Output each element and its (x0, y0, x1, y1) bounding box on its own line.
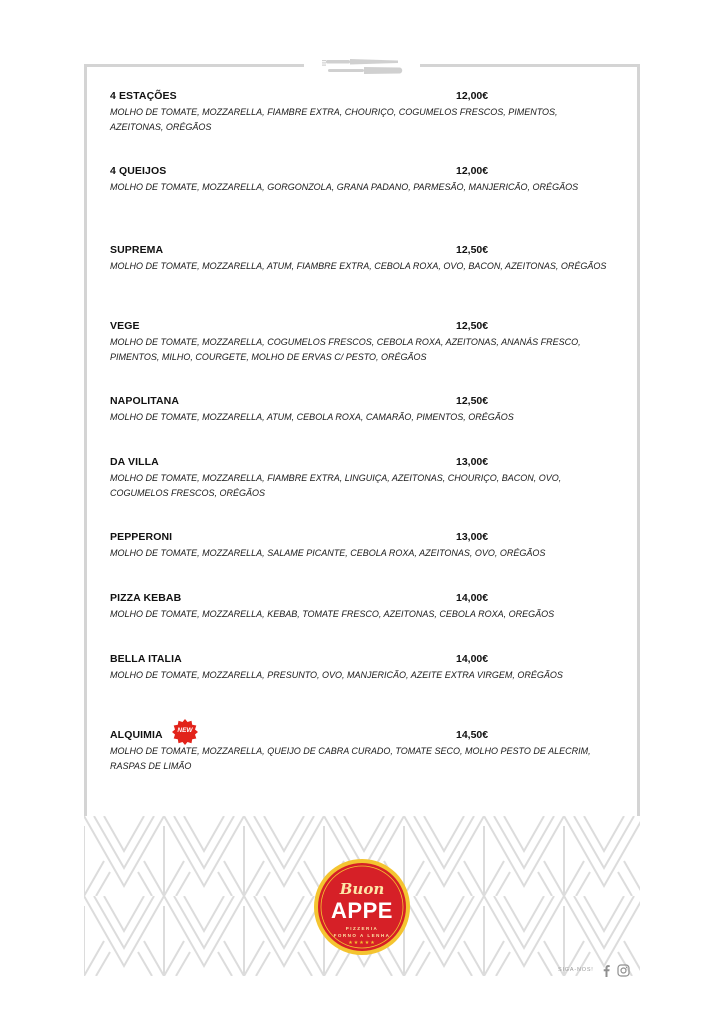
item-price: 12,50€ (456, 244, 489, 256)
item-name: DA VILLA (110, 456, 159, 468)
item-description: MOLHO DE TOMATE, MOZZARELLA, FIAMBRE EXTRA, CHOURIÇO, COGUMELOS FRESCOS, PIMENTOS, AZEITONAS, ORÉGÃOS (110, 107, 558, 132)
item-name: 4 QUEIJOS (110, 165, 167, 177)
item-name: PEPPERONI (110, 531, 173, 543)
logo-stars: ★★★★★ (348, 940, 376, 946)
item-name: SUPREMA (110, 244, 164, 256)
menu-item (110, 531, 610, 561)
item-name: 4 ESTAÇÕES (110, 90, 177, 102)
item-description: MOLHO DE TOMATE, MOZZARELLA, COGUMELOS FRESCOS, CEBOLA ROXA, AZEITONAS, ANANÁS FRESCO, PIMENTOS, MILHO, COURGETE, MOLHO DE ERVAS C/ PESTO, ORÉGÃOS (110, 337, 581, 362)
item-description: MOLHO DE TOMATE, MOZZARELLA, ATUM, CEBOLA ROXA, CAMARÃO, PIMENTOS, ORÉGÃOS (110, 412, 514, 422)
item-price: 13,00€ (456, 456, 489, 468)
item-price: 12,00€ (456, 90, 489, 102)
menu-item (110, 244, 610, 274)
buon-appe-logo (313, 858, 411, 968)
new-badge (172, 719, 198, 745)
menu-item (110, 165, 610, 195)
facebook-icon[interactable] (600, 964, 613, 977)
new-badge-label: NEW (177, 727, 193, 734)
item-price: 12,50€ (456, 320, 489, 332)
item-price: 14,50€ (456, 729, 489, 741)
item-description: MOLHO DE TOMATE, MOZZARELLA, SALAME PICANTE, CEBOLA ROXA, AZEITONAS, OVO, ORÉGÃOS (110, 548, 546, 558)
item-description: MOLHO DE TOMATE, MOZZARELLA, ATUM, FIAMBRE EXTRA, CEBOLA ROXA, OVO, BACON, AZEITONAS, ORÉGÃOS (110, 261, 607, 271)
menu-item (110, 320, 610, 365)
menu-item (110, 729, 610, 774)
logo-tagline: FORNO A LENHA (333, 933, 391, 938)
item-name: NAPOLITANA (110, 395, 180, 407)
item-description: MOLHO DE TOMATE, MOZZARELLA, PRESUNTO, OVO, MANJERICÃO, AZEITE EXTRA VIRGEM, ORÉGÃOS (110, 670, 563, 680)
instagram-icon[interactable] (617, 964, 630, 977)
item-price: 12,00€ (456, 165, 489, 177)
item-description: MOLHO DE TOMATE, MOZZARELLA, KEBAB, TOMATE FRESCO, AZEITONAS, CEBOLA ROXA, OREGÃOS (110, 609, 555, 619)
item-description: MOLHO DE TOMATE, MOZZARELLA, QUEIJO DE CABRA CURADO, TOMATE SECO, MOLHO PESTO DE ALECRIM, RASPAS DE LIMÃO (110, 746, 591, 771)
menu-item (110, 456, 610, 501)
logo-subtitle: PIZZERIA (345, 926, 379, 931)
item-price: 14,00€ (456, 592, 489, 604)
menu-item (110, 592, 610, 622)
social-label: SIGA-NOS! (558, 967, 594, 973)
social-links (558, 962, 630, 978)
item-description: MOLHO DE TOMATE, MOZZARELLA, FIAMBRE EXTRA, LINGUIÇA, AZEITONAS, CHOURIÇO, BACON, OVO, COGUMELOS FRESCOS, ORÉGÃOS (110, 473, 562, 498)
menu-item (110, 395, 610, 425)
cutlery-icon (304, 54, 420, 80)
item-description: MOLHO DE TOMATE, MOZZARELLA, GORGONZOLA, GRANA PADANO, PARMESÃO, MANJERICÃO, ORÉGÃOS (110, 182, 579, 192)
logo-script-text: Buon (339, 880, 385, 898)
item-name: ALQUIMIA (110, 729, 163, 741)
item-name: VEGE (110, 320, 140, 332)
item-price: 12,50€ (456, 395, 489, 407)
item-price: 13,00€ (456, 531, 489, 543)
menu-item (110, 653, 610, 683)
item-price: 14,00€ (456, 653, 489, 665)
logo-main-text: APPE (331, 898, 393, 923)
menu-item (110, 90, 610, 135)
item-name: BELLA ITALIA (110, 653, 182, 665)
item-name: PIZZA KEBAB (110, 592, 182, 604)
